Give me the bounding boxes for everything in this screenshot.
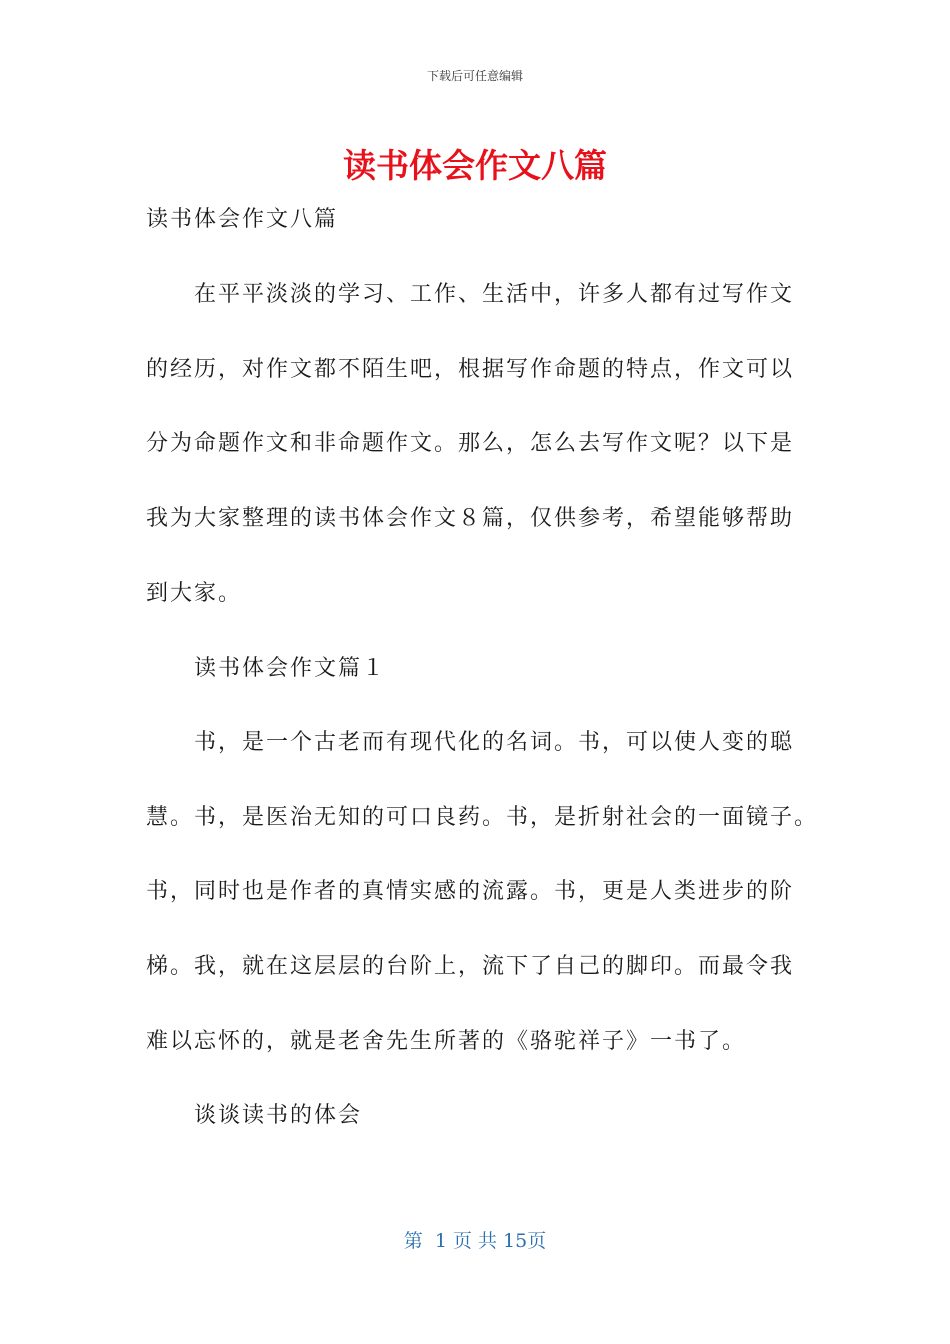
section-heading: 读书体会作文篇１ xyxy=(194,656,387,681)
paragraph-line: 慧。书，是医治无知的可口良药。书，是折射社会的一面镜子。 xyxy=(146,805,819,830)
paragraph-line: 书，同时也是作者的真情实感的流露。书，更是人类进步的阶 xyxy=(146,879,795,904)
paragraph-line: 到大家。 xyxy=(146,581,243,606)
paragraph-line: 我为大家整理的读书体会作文８篇，仅供参考，希望能够帮助 xyxy=(146,506,795,531)
paragraph-line: 梯。我，就在这层层的台阶上，流下了自己的脚印。而最令我 xyxy=(146,954,795,979)
paragraph-line: 的经历，对作文都不陌生吧，根据写作命题的特点，作文可以 xyxy=(146,357,795,382)
page-number-footer: 第 1 页 共 15页 xyxy=(403,1230,547,1252)
paragraph-line: 书，是一个古老而有现代化的名词。书，可以使人变的聪 xyxy=(194,730,795,755)
paragraph-line: 分为命题作文和非命题作文。那么，怎么去写作文呢？以下是 xyxy=(146,431,795,456)
paragraph-line: 难以忘怀的，就是老舍先生所著的《骆驼祥子》一书了。 xyxy=(146,1029,747,1054)
section-heading: 谈谈读书的体会 xyxy=(194,1103,363,1128)
paragraph-line: 在平平淡淡的学习、工作、生活中，许多人都有过写作文 xyxy=(194,282,795,307)
document-title: 读书体会作文八篇 xyxy=(343,146,607,185)
header-note: 下载后可任意编辑 xyxy=(426,69,523,83)
subtitle-line: 读书体会作文八篇 xyxy=(146,207,339,232)
